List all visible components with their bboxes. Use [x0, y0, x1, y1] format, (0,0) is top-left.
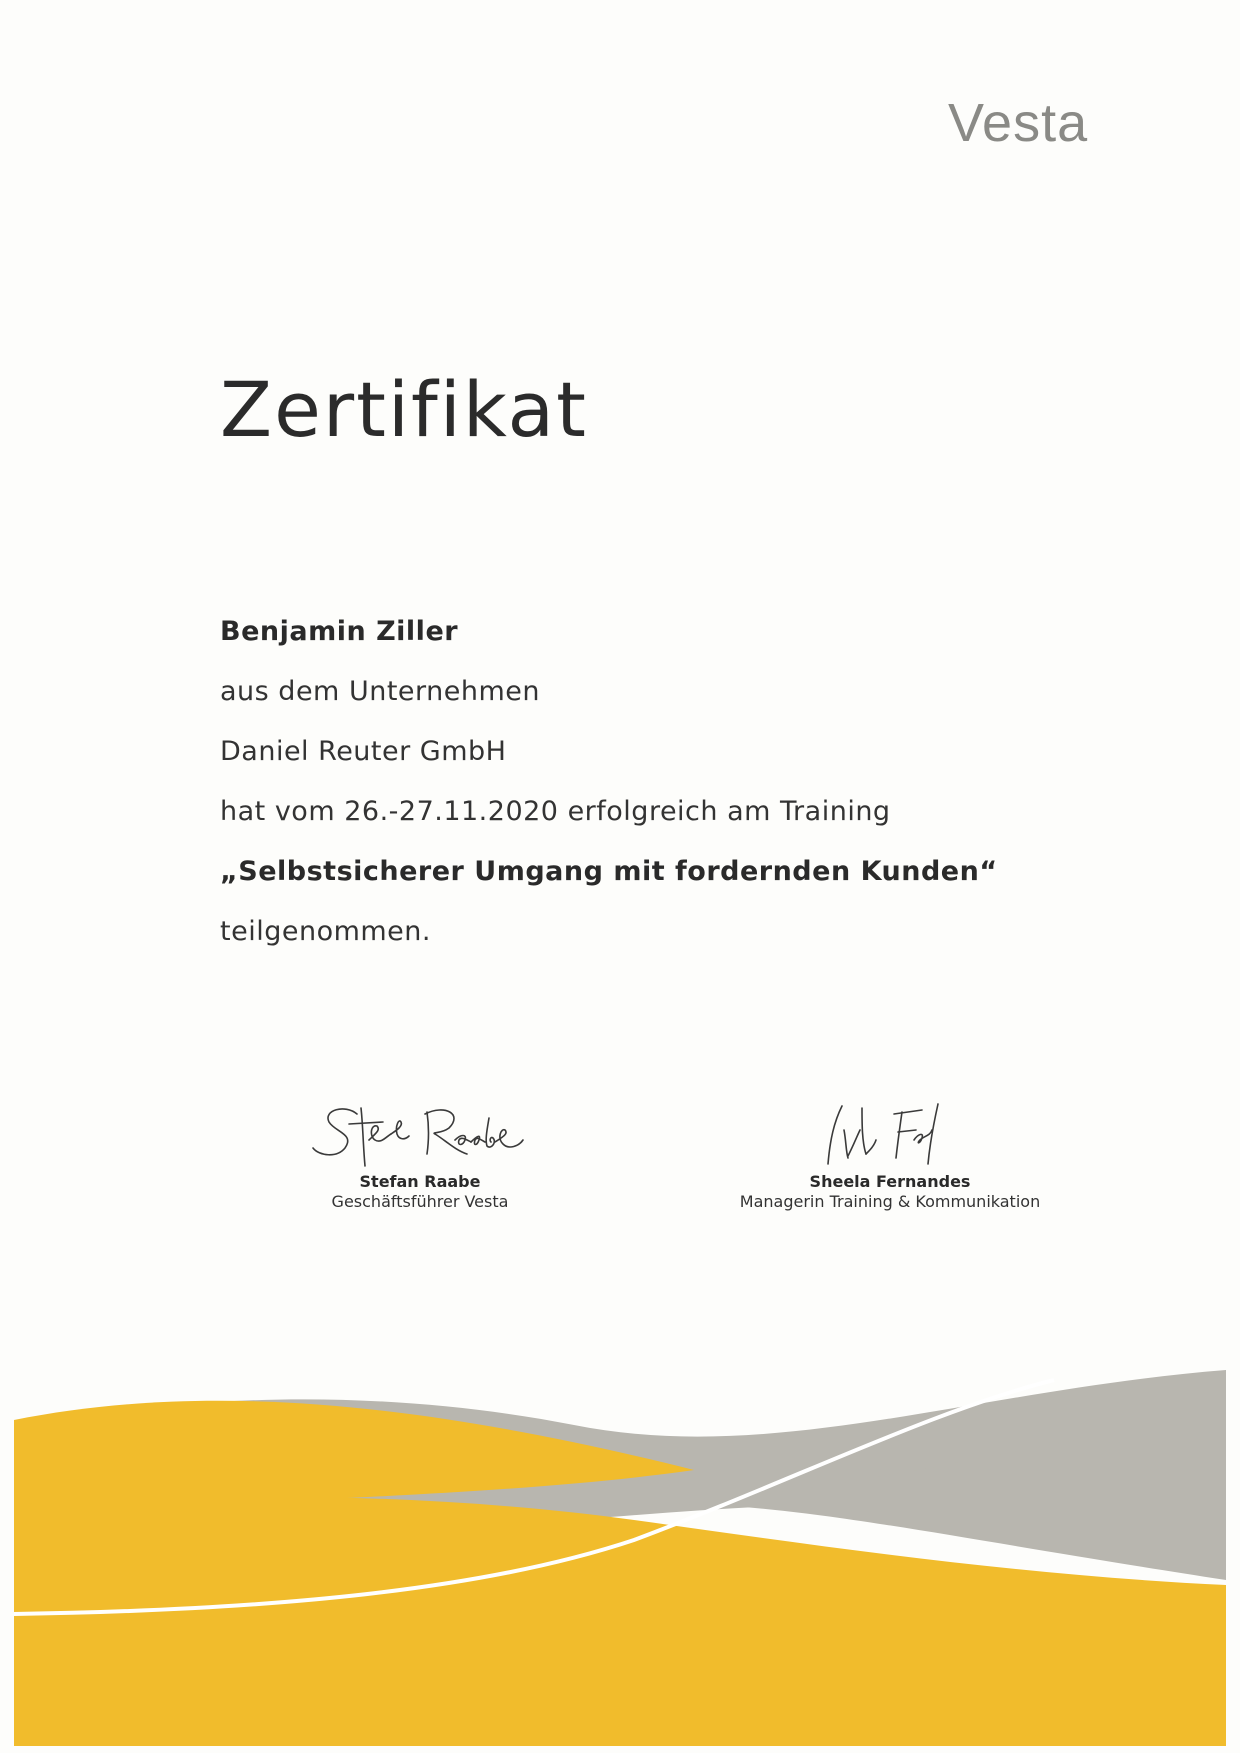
certificate-body: [220, 602, 1120, 962]
training-title: „Selbstsicherer Umgang mit fordernden Kunden“: [220, 856, 998, 887]
signature-sheela-fernandes: [790, 1100, 990, 1170]
decorative-wave-band: [14, 1370, 1226, 1746]
signature-block-right: [660, 1100, 1120, 1211]
closing-text: teilgenommen.: [220, 916, 431, 947]
signature-stefan-raabe: [305, 1100, 535, 1170]
signature-block-left: [280, 1100, 560, 1211]
signatory-role-left: Geschäftsführer Vesta: [331, 1192, 509, 1211]
participant-name: Benjamin Ziller: [220, 616, 459, 647]
certificate-title: Zertifikat: [220, 365, 588, 454]
company-intro: aus dem Unternehmen: [220, 676, 540, 707]
signatory-role-right: Managerin Training & Kommunikation: [739, 1192, 1041, 1211]
signatory-name-right: Sheela Fernandes: [809, 1172, 971, 1191]
signatory-name-left: Stefan Raabe: [359, 1172, 481, 1191]
participation-text: hat vom 26.-27.11.2020 erfolgreich am Training: [220, 796, 891, 827]
vesta-logo: Vesta: [948, 93, 1089, 153]
company-name: Daniel Reuter GmbH: [220, 736, 507, 767]
